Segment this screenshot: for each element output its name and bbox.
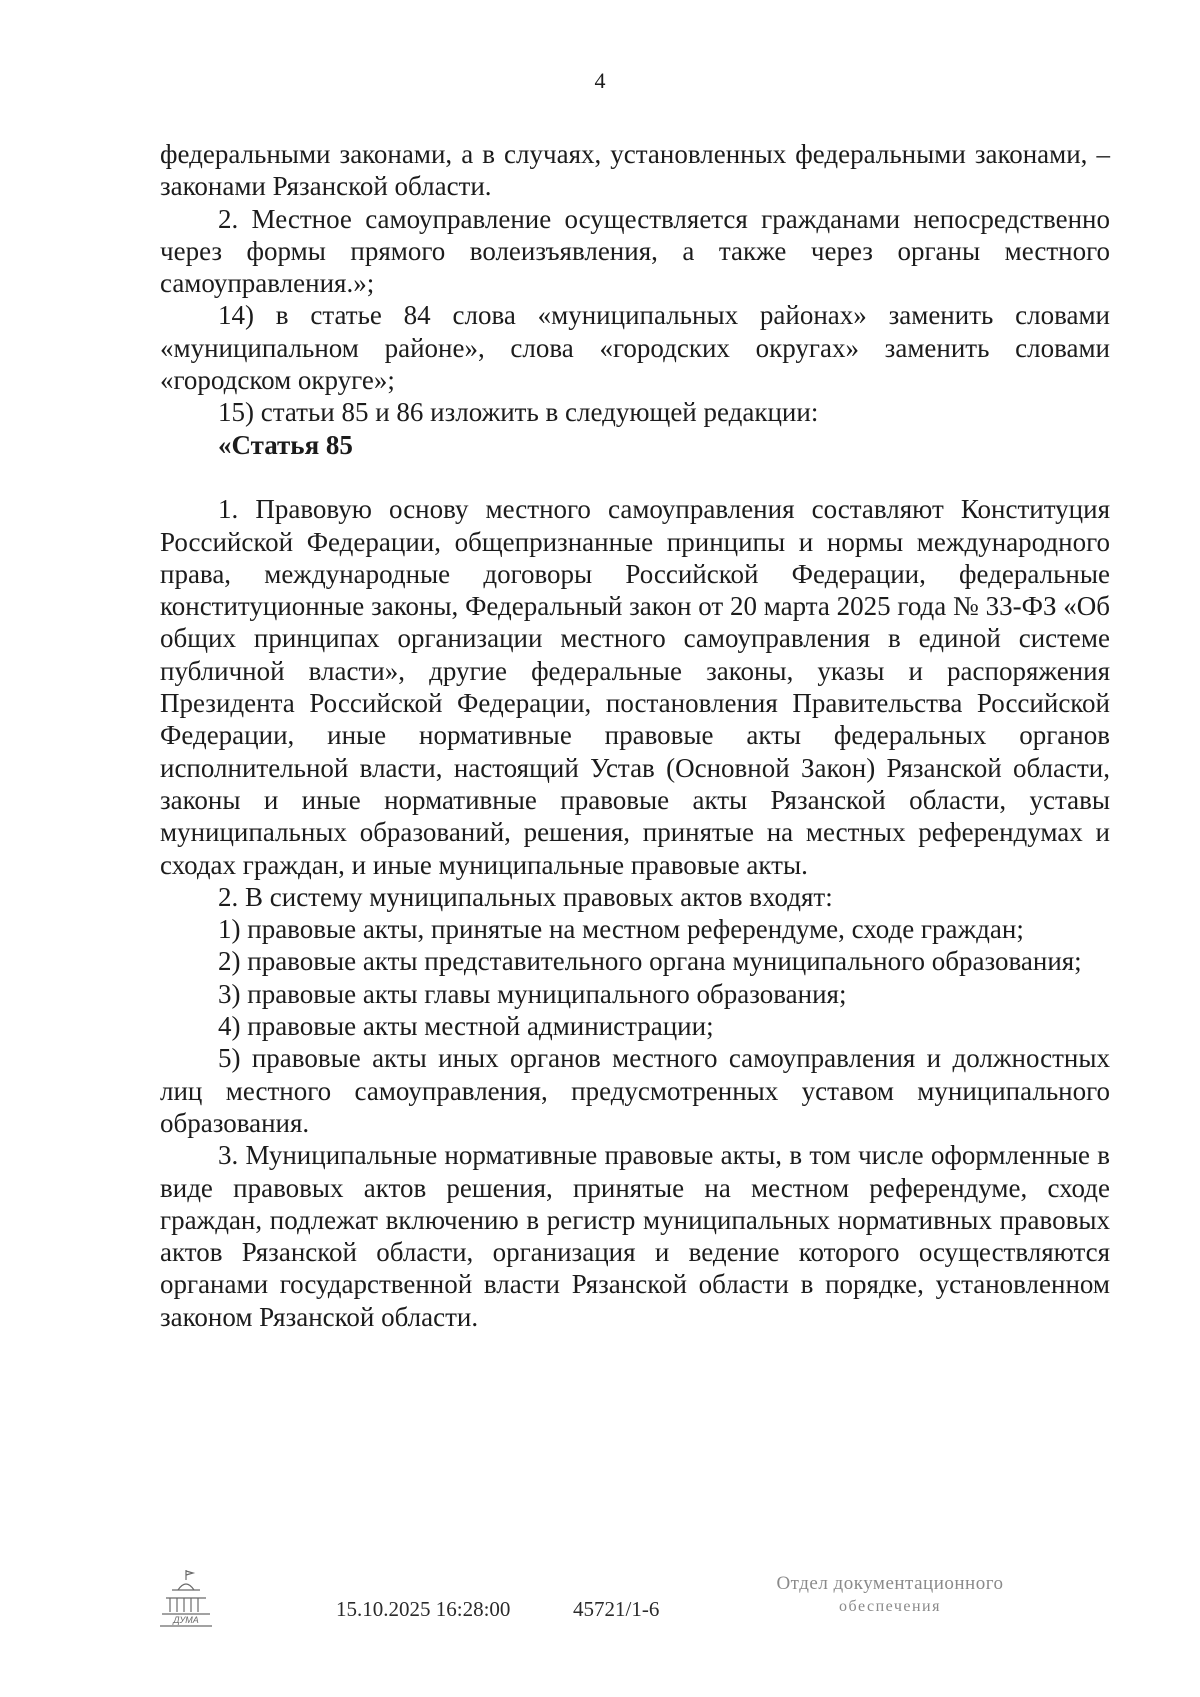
list-item-3: 3) правовые акты главы муниципального образования; [218,978,847,1009]
list-item-1: 1) правовые акты, принятые на местном референдуме, сходе граждан; [218,914,1024,945]
stamp-line-2: обеспечения [839,1598,941,1615]
paragraph-item-14: 14) в статье 84 слова «муниципальных районах» заменить словами «муниципальном районе», слова «городских округах» заменить словами «городском округе»; [160,300,1110,396]
list-item-5: 5) правовые акты иных органов местного самоуправления и должностных лиц местного самоуправления, предусмотренных уставом муниципального образования. [160,1043,1110,1138]
list-item-2: 2) правовые акты представительного органа муниципального образования; [218,946,1082,977]
paragraph-item-15: 15) статьи 85 и 86 изложить в следующей редакции: [218,397,819,428]
document-body [160,138,1110,1333]
footer-doc-code: 45721/1-6 [573,1597,660,1621]
department-stamp [735,1572,1045,1618]
duma-building-icon [158,1568,214,1630]
stamp-line-1: Отдел документационного [776,1573,1004,1594]
paragraph-continuation: федеральными законами, а в случаях, установленных федеральными законами, – законами Рязанской области. [160,139,1110,202]
paragraph-legal-basis: 1. Правовую основу местного самоуправления составляют Конституция Российской Федерации, общепризнанные принципы и нормы международного права, международные договоры Российской Федерации, федеральные конституционные законы, Федеральный закон от 20 марта 2025 года № 33-ФЗ «Об общих принципах организации местного самоуправления в единой системе публичной власти», другие федеральные законы, указы и распоряжения Президента Российской Федерации, постановления Правительства Российской Федерации, иные нормативные правовые акты федеральных органов исполнительной власти, настоящий Устав (Основной Закон) Рязанской области, законы и иные нормативные правовые акты Рязанской области, уставы муниципальных образований, решения, принятые на местных референдумах и сходах граждан, и иные муниципальные правовые акты. [160,494,1110,880]
list-item-4: 4) правовые акты местной администрации; [218,1011,714,1042]
article-heading: «Статья 85 [218,429,353,460]
paragraph-system-of-acts: 2. В систему муниципальных правовых актов входят: [218,881,833,912]
logo-text: ДУМА [173,1615,199,1625]
paragraph-item-2: 2. Местное самоуправление осуществляется гражданами непосредственно через формы прямого волеизъявления, а также через органы местного самоуправления.»; [160,203,1110,299]
paragraph-register: 3. Муниципальные нормативные правовые акты, в том числе оформленные в виде правовых актов решения, принятые на местном референдуме, сходе граждан, подлежат включению в регистр муниципальных нормативных правовых актов Рязанской области, организация и ведение которого осуществляются органами государственной власти Рязанской области в порядке, установленном законом Рязанской области. [160,1140,1110,1332]
footer-datetime: 15.10.2025 16:28:00 [336,1597,511,1621]
page-number: 4 [594,68,606,93]
blank-line [160,461,1110,493]
